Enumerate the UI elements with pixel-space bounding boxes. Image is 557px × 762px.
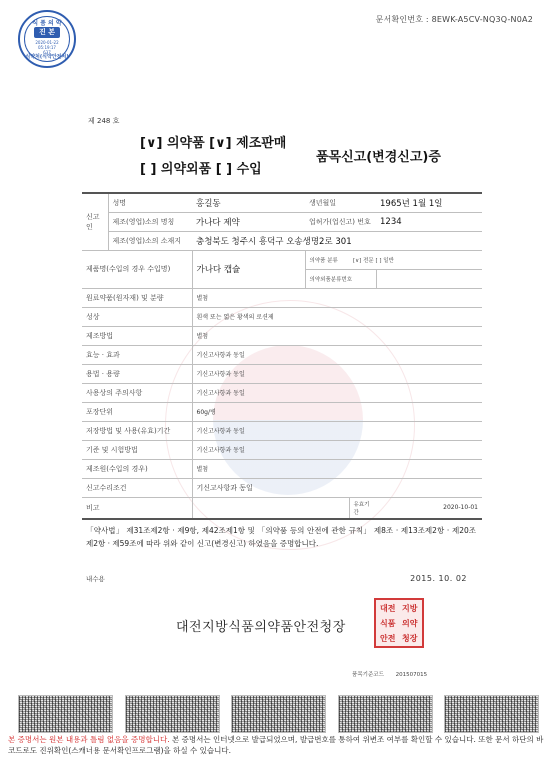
product-code-value: 201507015 (395, 672, 428, 678)
class-label: 의약품 분류 (305, 250, 349, 269)
dosage-value: 기신고사항과 동일 (192, 364, 482, 383)
stamp-glyph-1: 대전 (380, 604, 396, 613)
address-value: 충청북도 청주시 흥덕구 오송생명2로 301 (192, 231, 482, 250)
caution-value: 기신고사항과 동일 (192, 383, 482, 402)
validity-label: 유효기간 (349, 497, 376, 519)
product-value: 가나다 캡슐 (192, 250, 305, 288)
address-label: 제조(영업)소의 소재지 (108, 231, 192, 250)
maker-label: 제조원(수입의 경우) (82, 459, 192, 478)
barcode-5 (444, 695, 539, 733)
product-code (352, 670, 437, 678)
standard-label: 기준 및 시험방법 (82, 440, 192, 459)
title-line-1: [∨] 의약품 [∨] 제조판매 (140, 136, 287, 151)
condition-value: 기신고사항과 동일 (192, 478, 482, 497)
remarks-label: 비고 (82, 497, 192, 519)
ingredients-label: 원료약품(원자재) 및 분량 (82, 288, 192, 307)
stamp-glyph-2: 지방 (402, 604, 418, 613)
authenticity-seal (18, 10, 76, 68)
barcode-2 (125, 695, 220, 733)
notice-rest: 본 증명서는 인터넷으로 발급되었으며, 발급번호를 통하여 위변조 여부를 확인할 수 있습니다. 또한 문서 하단의 바코드로도 진위확인(스캐너용 문서확인프로그램)을 하실 수 있습니다. (8, 735, 544, 755)
stamp-glyph-4: 의약 (402, 619, 418, 628)
name-value: 홍길동 (192, 193, 305, 212)
license-value: 1234 (376, 212, 482, 231)
storage-value: 기신고사항과 동일 (192, 421, 482, 440)
class-no-label: 의약외품분류번호 (305, 269, 376, 288)
remarks-value (192, 497, 349, 519)
dosage-label: 용법 · 용량 (82, 364, 192, 383)
efficacy-value: 기신고사항과 동일 (192, 345, 482, 364)
method-label: 제조방법 (82, 326, 192, 345)
seal-bottom-text: 식약처(식약안전처) (25, 54, 69, 60)
issue-date: 2015. 10. 02 (410, 574, 467, 583)
notice-red: 본 증명서는 원본 내용과 틀림 없음을 증명합니다. (8, 735, 170, 744)
certification-statement: 「약사법」 제31조제2항 · 제9항, 제42조제1항 및 「의약품 등의 안전에 관한 규칙」 제8조 · 제13조제2항 · 제20조제2항 · 제59조에 따라 위와 같이 신고(변경신고) 하였음을 증명합니다. (86, 526, 476, 548)
issuing-agency: 대전지방식품의약품안전청장 (176, 620, 346, 635)
stamp-glyph-6: 청장 (402, 634, 418, 643)
appearance-label: 성상 (82, 307, 192, 326)
stamp-glyph-3: 식품 (380, 619, 396, 628)
document-confirm-number: 문서확인번호 : 8EWK-A5CV-NQ3Q-N0A2 (375, 15, 533, 24)
title-line-2: [ ] 의약외품 [ ] 수입 (140, 162, 262, 177)
title-main: 품목신고(변경신고)증 (316, 150, 441, 165)
declaration-table (82, 192, 482, 520)
standard-value: 기신고사항과 동일 (192, 440, 482, 459)
product-code-label: 품목기준코드 (352, 672, 384, 678)
declarant-label: 신고인 (82, 193, 108, 250)
seal-line1: 2020-01-22 (35, 40, 59, 45)
sender-note: 내수용 (86, 575, 105, 583)
document-number: 제 248 호 (88, 117, 120, 125)
class-no-value (376, 269, 482, 288)
verification-notice (8, 734, 549, 756)
validity-value: 2020-10-01 (376, 497, 482, 519)
name-label: 성명 (108, 193, 192, 212)
business-label: 제조(영업)소의 명칭 (108, 212, 192, 231)
product-label: 제품명(수입의 경우 수입명) (82, 250, 192, 288)
seal-line2: 05:19:17 (38, 45, 56, 50)
business-value: 가나다 제약 (192, 212, 305, 231)
barcode-4 (338, 695, 433, 733)
license-label: 업허가(업신고) 번호 (305, 212, 376, 231)
birth-label: 생년월일 (305, 193, 376, 212)
official-stamp (374, 598, 424, 648)
ingredients-value: 별첨 (192, 288, 482, 307)
efficacy-label: 효능 · 효과 (82, 345, 192, 364)
barcode-3 (231, 695, 326, 733)
class-value: [∨] 전문 [ ] 일반 (349, 250, 482, 269)
seal-top-text: 식 품 의 약 (32, 20, 62, 27)
method-value: 별첨 (192, 326, 482, 345)
appearance-value: 흰색 또는 엷은 황색의 로션제 (192, 307, 482, 326)
stamp-glyph-5: 안전 (380, 634, 396, 643)
condition-label: 신고수리조건 (82, 478, 192, 497)
verification-barcodes (18, 695, 539, 733)
birth-value: 1965년 1월 1일 (376, 193, 482, 212)
seal-badge: 진 본 (34, 27, 60, 38)
seal-line3: 637 (43, 50, 51, 55)
package-value: 60g/병 (192, 402, 482, 421)
barcode-1 (18, 695, 113, 733)
storage-label: 저장방법 및 사용(유효)기간 (82, 421, 192, 440)
maker-value: 별첨 (192, 459, 482, 478)
document-title (140, 132, 480, 182)
package-label: 포장단위 (82, 402, 192, 421)
caution-label: 사용상의 주의사항 (82, 383, 192, 402)
